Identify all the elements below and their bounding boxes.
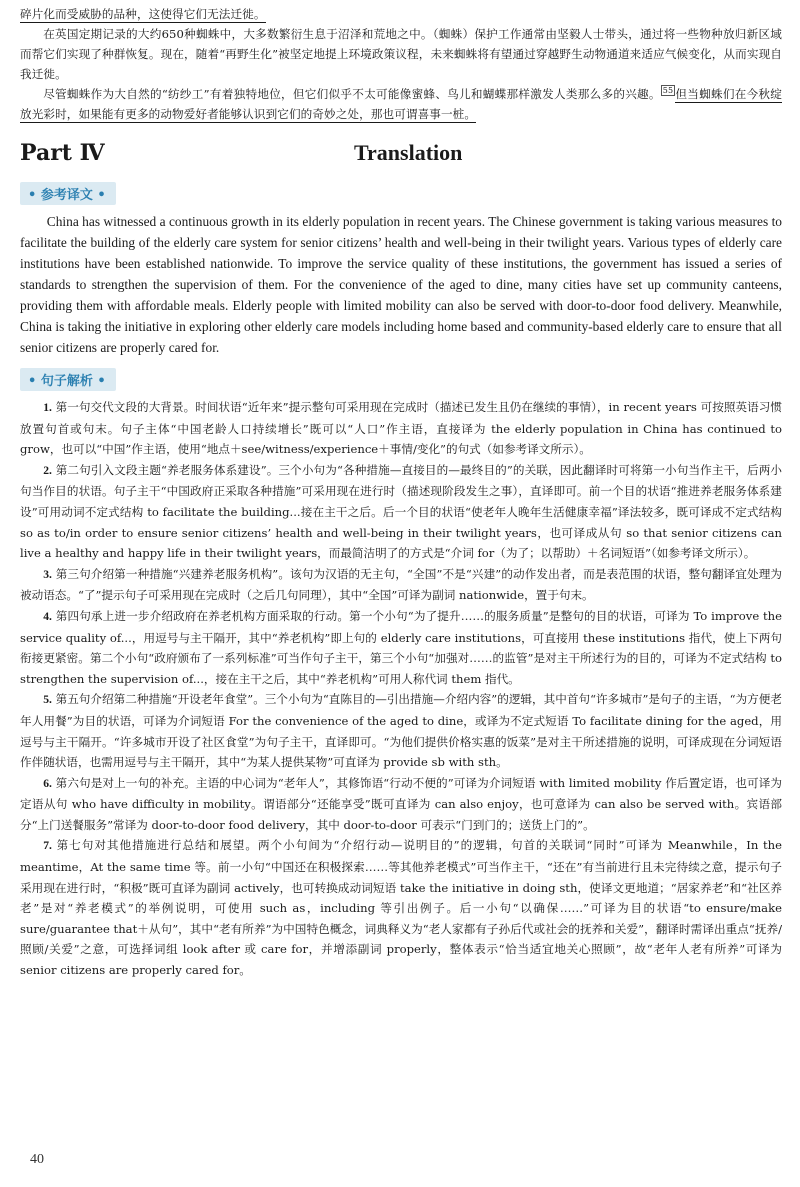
section-tag-label: 参考译文	[40, 188, 93, 203]
item-number: 1.	[43, 401, 52, 414]
analysis-item-3	[20, 564, 782, 606]
analysis-item-1	[20, 397, 782, 460]
page	[20, 0, 782, 981]
item-number: 2.	[43, 463, 52, 477]
item-number: 3.	[43, 567, 52, 581]
bullet-dot-icon: •	[97, 374, 106, 389]
section-tag-reference-translation	[20, 182, 116, 205]
bullet-dot-icon: •	[97, 188, 106, 203]
part-title: Translation	[354, 140, 463, 165]
item-number: 6.	[43, 776, 52, 790]
part-header	[20, 140, 782, 180]
reference-translation-section	[20, 180, 782, 358]
item-text: 第二句引入文段主题“养老服务体系建设”。三个小句为“各种措施—直接目的—最终目的”的关联，因此翻译时可将第一小句当作主干，后两小句当作目的状语。句子主干“中国政府正采取各种措施”可采用现在进行时（描述现阶段发生之事），直译即可。前一个目的状语“推进养老服务体系建设”可用动词不定式结构 to facilitate the building...接在主干之后。后一个目的状语“使老年人晚年生活健康幸福”译法较多，既可译成不定式结构 so as to/in order to ensure senior citizens’ health and well-being in their twilight years，也可译成从句 so that senior citizens can live a healthy and happy life in their twilight years，而最简洁明了的方式是“介词 for（为了；以帮助）＋名词短语”（如参考译文所示）。	[20, 462, 782, 561]
item-text: 第六句是对上一句的补充。主语的中心词为“老年人”，其修饰语“行动不便的”可译为介词短语 with limited mobility 作后置定语，也可译为定语从句 who have difficulty in mobility。谓语部分“还能享受”既可直译为 can also enjoy，也可意译为 can also be served with。宾语部分“上门送餐服务”常译为 door-to-door food delivery，其中 door-to-door 可表示“门到门的；送货上门的”。	[20, 775, 782, 832]
item-number: 7.	[43, 839, 52, 853]
analysis-item-5	[20, 689, 782, 772]
translation-text	[20, 211, 782, 358]
analysis-item-4	[20, 606, 782, 689]
item-text: 第一句交代文段的大背景。时间状语“近年来”提示整句可采用现在完成时（描述已发生且仍在继续的事情），in recent years 可按照英语习惯放置句首或句末。句子主体“中国老龄人口持续增长”既可以“人口”作主语，直接译为 the elderly population in China has continued to grow，也可以“中国”作主语，使用“地点＋see/witness/experience＋事情/变化”的句式（如参考译文所示）。	[20, 400, 782, 457]
item-number: 4.	[43, 609, 52, 623]
sentence-analysis-section	[20, 366, 782, 981]
item-text: 第三句介绍第一种措施“兴建养老服务机构”。该句为汉语的无主句，“全国”不是“兴建”的动作发出者，而是表范围的状语，整句翻译宜处理为被动语态。“了”提示句子可采用现在完成时（之后几句同理），其中“全国”可译为副词 nationwide，置于句末。	[20, 566, 782, 603]
page-number: 40	[30, 1152, 44, 1167]
analysis-item-6	[20, 773, 782, 836]
item-number: 5.	[43, 693, 52, 707]
item-text: 第四句承上进一步介绍政府在养老机构方面采取的行动。第一个小句“为了提升……的服务质量”是整句的目的状语，可译为 To improve the service quality of...，用逗号与主干隔开，其中“养老机构”即上句的 elderly care institutions，可直接用 these institutions 指代，使上下两句衔接更紧密。第二个小句“政府颁布了一系列标准”可当作句子主干，第三个小句“加强对……的监管”是对主干所述行为的目的，可译为不定式结构 to strengthen the supervision of...，接在主干之后，其中“养老机构”可用人称代词 them 指代。	[20, 608, 782, 686]
bullet-dot-icon: •	[28, 188, 37, 203]
top-text-block	[20, 4, 782, 124]
part-label: Part Ⅳ	[20, 140, 105, 166]
analysis-notes	[20, 397, 782, 981]
item-text: 第五句介绍第二种措施“开设老年食堂”。三个小句为“直陈目的—引出措施—介绍内容”的逻辑，其中首句“许多城市”是句子的主语，“为方便老年人用餐”为目的状语，可译为介词短语 For the convenience of the aged to dine，或译为不定式短语 To facilitate dining for the aged，用逗号与主干隔开。“许多城市开设了社区食堂”为句子主干，直译即可。“为他们提供价格实惠的饭菜”是对主干所述措施的说明，可译成现在分词短语作伴随状语，也需用逗号与主干隔开，其中“为某人提供某物”可直译为 provide sb with sth。	[20, 692, 782, 770]
top-paragraph-3-part2: 但当蜘蛛们在今秋绽放光彩时，如果能有更多的动物爱好者能够认识到它们的奇妙之处，那也可谓喜事一桩。	[20, 87, 782, 121]
item-text: 第七句对其他措施进行总结和展望。两个小句间为“介绍行动—说明目的”的逻辑，句首的关联词“同时”可译为 Meanwhile，In the meantime，At the same time 等。前一小句“中国还在积极探索……等其他养老模式”可当作主干，“还在”有当前进行且未完待续之意，提示句子采用现在进行时，“积极”既可直译为副词 actively，也可转换成动词短语 take the initiative in doing sth，使译文更地道；“居家养老”和“社区养老”是对“养老模式”的举例说明，可使用 such as，including 等引出例子。后一小句“以确保……”可译为目的状语“to ensure/make sure/guarantee that＋从句”，其中“老有所养”为中国特色概念，词典释义为“老人家都有子孙后代或社会的抚养和关爱”，翻译时需译出重点“抚养/照顾/关爱”之意，可选择词组 look after 或 care for，并增添副词 properly，整体表示“恰当适宜地关心照顾”，故“老年人老有所养”可译为 senior citizens are properly cared for。	[20, 838, 782, 978]
analysis-item-7	[20, 835, 782, 980]
top-paragraph-3	[20, 84, 782, 124]
top-paragraph-3-part1: 尽管蜘蛛作为大自然的“纺纱工”有着独特地位，但它们似乎不太可能像蜜蜂、鸟儿和蝴蝶那样激发人类那么多的兴趣。	[43, 87, 661, 101]
section-tag-label: 句子解析	[40, 374, 93, 389]
section-tag-sentence-analysis	[20, 368, 116, 391]
top-paragraph-2: 在英国定期记录的大约650种蜘蛛中，大多数繁衍生息于沼泽和荒地之中。（蜘蛛）保护工作通常由坚毅人士带头，通过将一些物种放归新区域而帮它们实现了种群恢复。现在，随着“再野生化”被坚定地提上环境政策议程，未来蜘蛛将有望通过穿越野生动物通道来适应气候变化，从而实现自我迁徙。	[20, 27, 782, 81]
top-line	[20, 4, 782, 24]
translation-paragraph: China has witnessed a continuous growth in its elderly population in recent years. The Chinese government is taking various measures to facilitate the building of the elderly care system for senior citizens’ health and well-being in their twilight years. Various types of elderly care institutions have been established nationwide. To improve the service quality of these institutions, the government has issued a series of standards to strengthen the supervision of them. For the convenience of the aged to dine, many cities have set up community canteens, providing them with affordable meals. Elderly people with limited mobility can also be served with door-to-door food delivery. Meanwhile, China is taking the initiative in exploring other elderly care models including home based and community-based elderly care to ensure that all senior citizens are properly cared for.	[20, 214, 782, 355]
analysis-item-2	[20, 460, 782, 564]
top-line-text: 碎片化而受威胁的品种，这使得它们无法迁徙。	[20, 7, 266, 21]
question-marker: 55	[662, 86, 674, 96]
bullet-dot-icon: •	[28, 374, 37, 389]
